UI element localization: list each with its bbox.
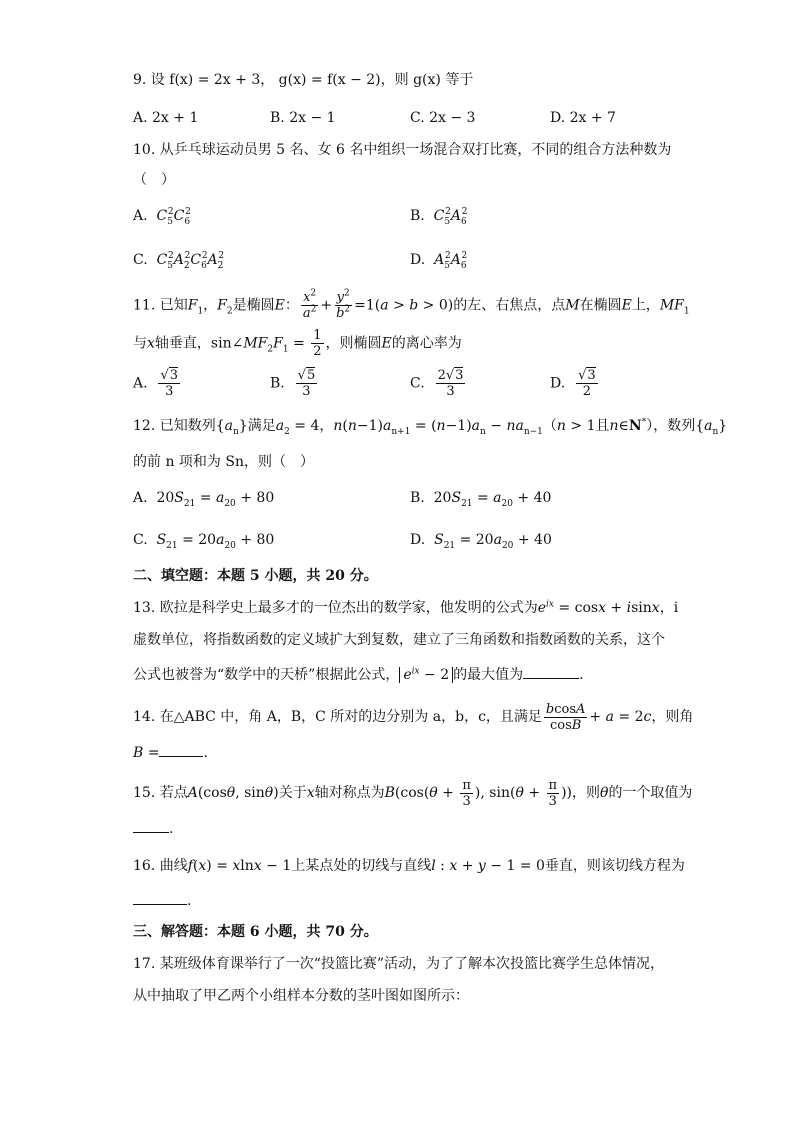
question-17-line1: 17. 某班级体育课举行了一次“投篮比赛”活动，为了了解本次投篮比赛学生总体情况，: [133, 956, 665, 972]
section-3-heading: 三、解答题：本题 6 小题，共 70 分。: [133, 924, 378, 940]
question-14-line2: B = .: [133, 742, 208, 763]
q9-option-a: A. 2x + 1: [133, 110, 199, 126]
question-12-stem: 12. 已知数列$\{a_n\}$满足$a_2 = 4$，$n(n-1)a_{n+1} = (n-1)a_n - na_{n-1}(n > 1$且n∈N*），数列$\{a_n\}$: [133, 417, 728, 437]
question-12-line2: 的前 n 项和为 Sn，则（ ）: [133, 454, 314, 470]
q10-option-d: D. $A_5^2A_6^2$: [410, 251, 468, 271]
q10-option-c: C. $C_5^2A_2^2C_6^2A_2^2$: [133, 251, 225, 271]
q12-option-b: B. $20S_{21} = a_{20} + 40$: [410, 490, 552, 509]
question-15-line1: 15. 若点A(cosθ, sinθ)关于x轴对称点为B(cos(θ + $\frac{\pi}{3}$ ), sin(θ + $\frac{\pi}{3}$ ))，则θ的一个取值为: [133, 777, 693, 809]
question-15-blank: .: [133, 818, 173, 839]
question-13-line3: 公式也被誉为“数学中的天桥”根据此公式， $e^{ix} - 2$ 的最大值为 .: [133, 664, 584, 685]
question-10-stem: 10. 从乒乓球运动员男 5 名、女 6 名中组织一场混合双打比赛，不同的组合方法种数为: [133, 142, 672, 158]
q10-option-a: A. $C_5^2C_6^2$: [133, 207, 191, 227]
question-9-stem: 9. 设 f(x) = 2x + 3， g(x) = f(x − 2)，则 g(x) 等于: [133, 72, 474, 88]
question-17-line2: 从中抽取了甲乙两个小组样本分数的茎叶图如图所示：: [133, 988, 469, 1004]
q12-option-a: A. $20S_{21} = a_{20} + 80$: [133, 490, 275, 509]
q11-option-a: A. $\frac{√3}{3}$: [133, 368, 179, 399]
question-16-blank: .: [133, 890, 191, 911]
question-13-line1: 13. 欧拉是科学史上最多才的一位杰出的数学家，他发明的公式为$e^{ix} = \cos x + isinx$，i: [133, 599, 679, 616]
question-14-line1: 14. 在△ABC 中，角 A，B，C 所对的边分别为 a，b，c，且满足 $\frac{bcosA}{\cos B}$ + a = 2c，则角: [133, 701, 694, 733]
question-16-line1: 16. 曲线f(x) = xlnx − 1上某点处的切线与直线l : x + y − 1 = 0垂直，则该切线方程为: [133, 858, 685, 874]
question-10-paren: （ ）: [133, 172, 175, 188]
q11-option-b: B. $\frac{√5}{3}$: [270, 368, 316, 399]
q10-option-b: B. $C_5^2A_6^2$: [410, 207, 468, 227]
q9-option-d: D. 2x + 7: [550, 110, 616, 126]
question-11-stem: 11. 已知$F_1$，$F_2$是椭圆E： $\frac{x^2}{a^2}$ + $\frac{y^2}{b^2}$ =1(a > b > 0)的左、右焦点，点M在椭圆E上，$MF_1$: [133, 288, 690, 321]
q11-option-c: C. $\frac{2√3}{3}$: [410, 368, 464, 399]
q12-option-d: D. $S_{21} = 20a_{20} + 40$: [410, 532, 552, 551]
question-11-line2: 与x轴垂直，$\sin\angle MF_2F_1$ = $\frac{1}{2}$ ，则椭圆E的离心率为: [133, 328, 462, 359]
section-2-heading: 二、填空题：本题 5 小题，共 20 分。: [133, 568, 378, 584]
q11-option-d: D. $\frac{√3}{2}$: [550, 368, 596, 399]
q9-option-c: C. 2x − 3: [410, 110, 476, 126]
question-13-line2: 虚数单位，将指数函数的定义域扩大到复数，建立了三角函数和指数函数的关系，这个: [133, 632, 665, 648]
q12-option-c: C. $S_{21} = 20a_{20} + 80$: [133, 532, 275, 551]
q9-option-b: B. 2x − 1: [270, 110, 336, 126]
